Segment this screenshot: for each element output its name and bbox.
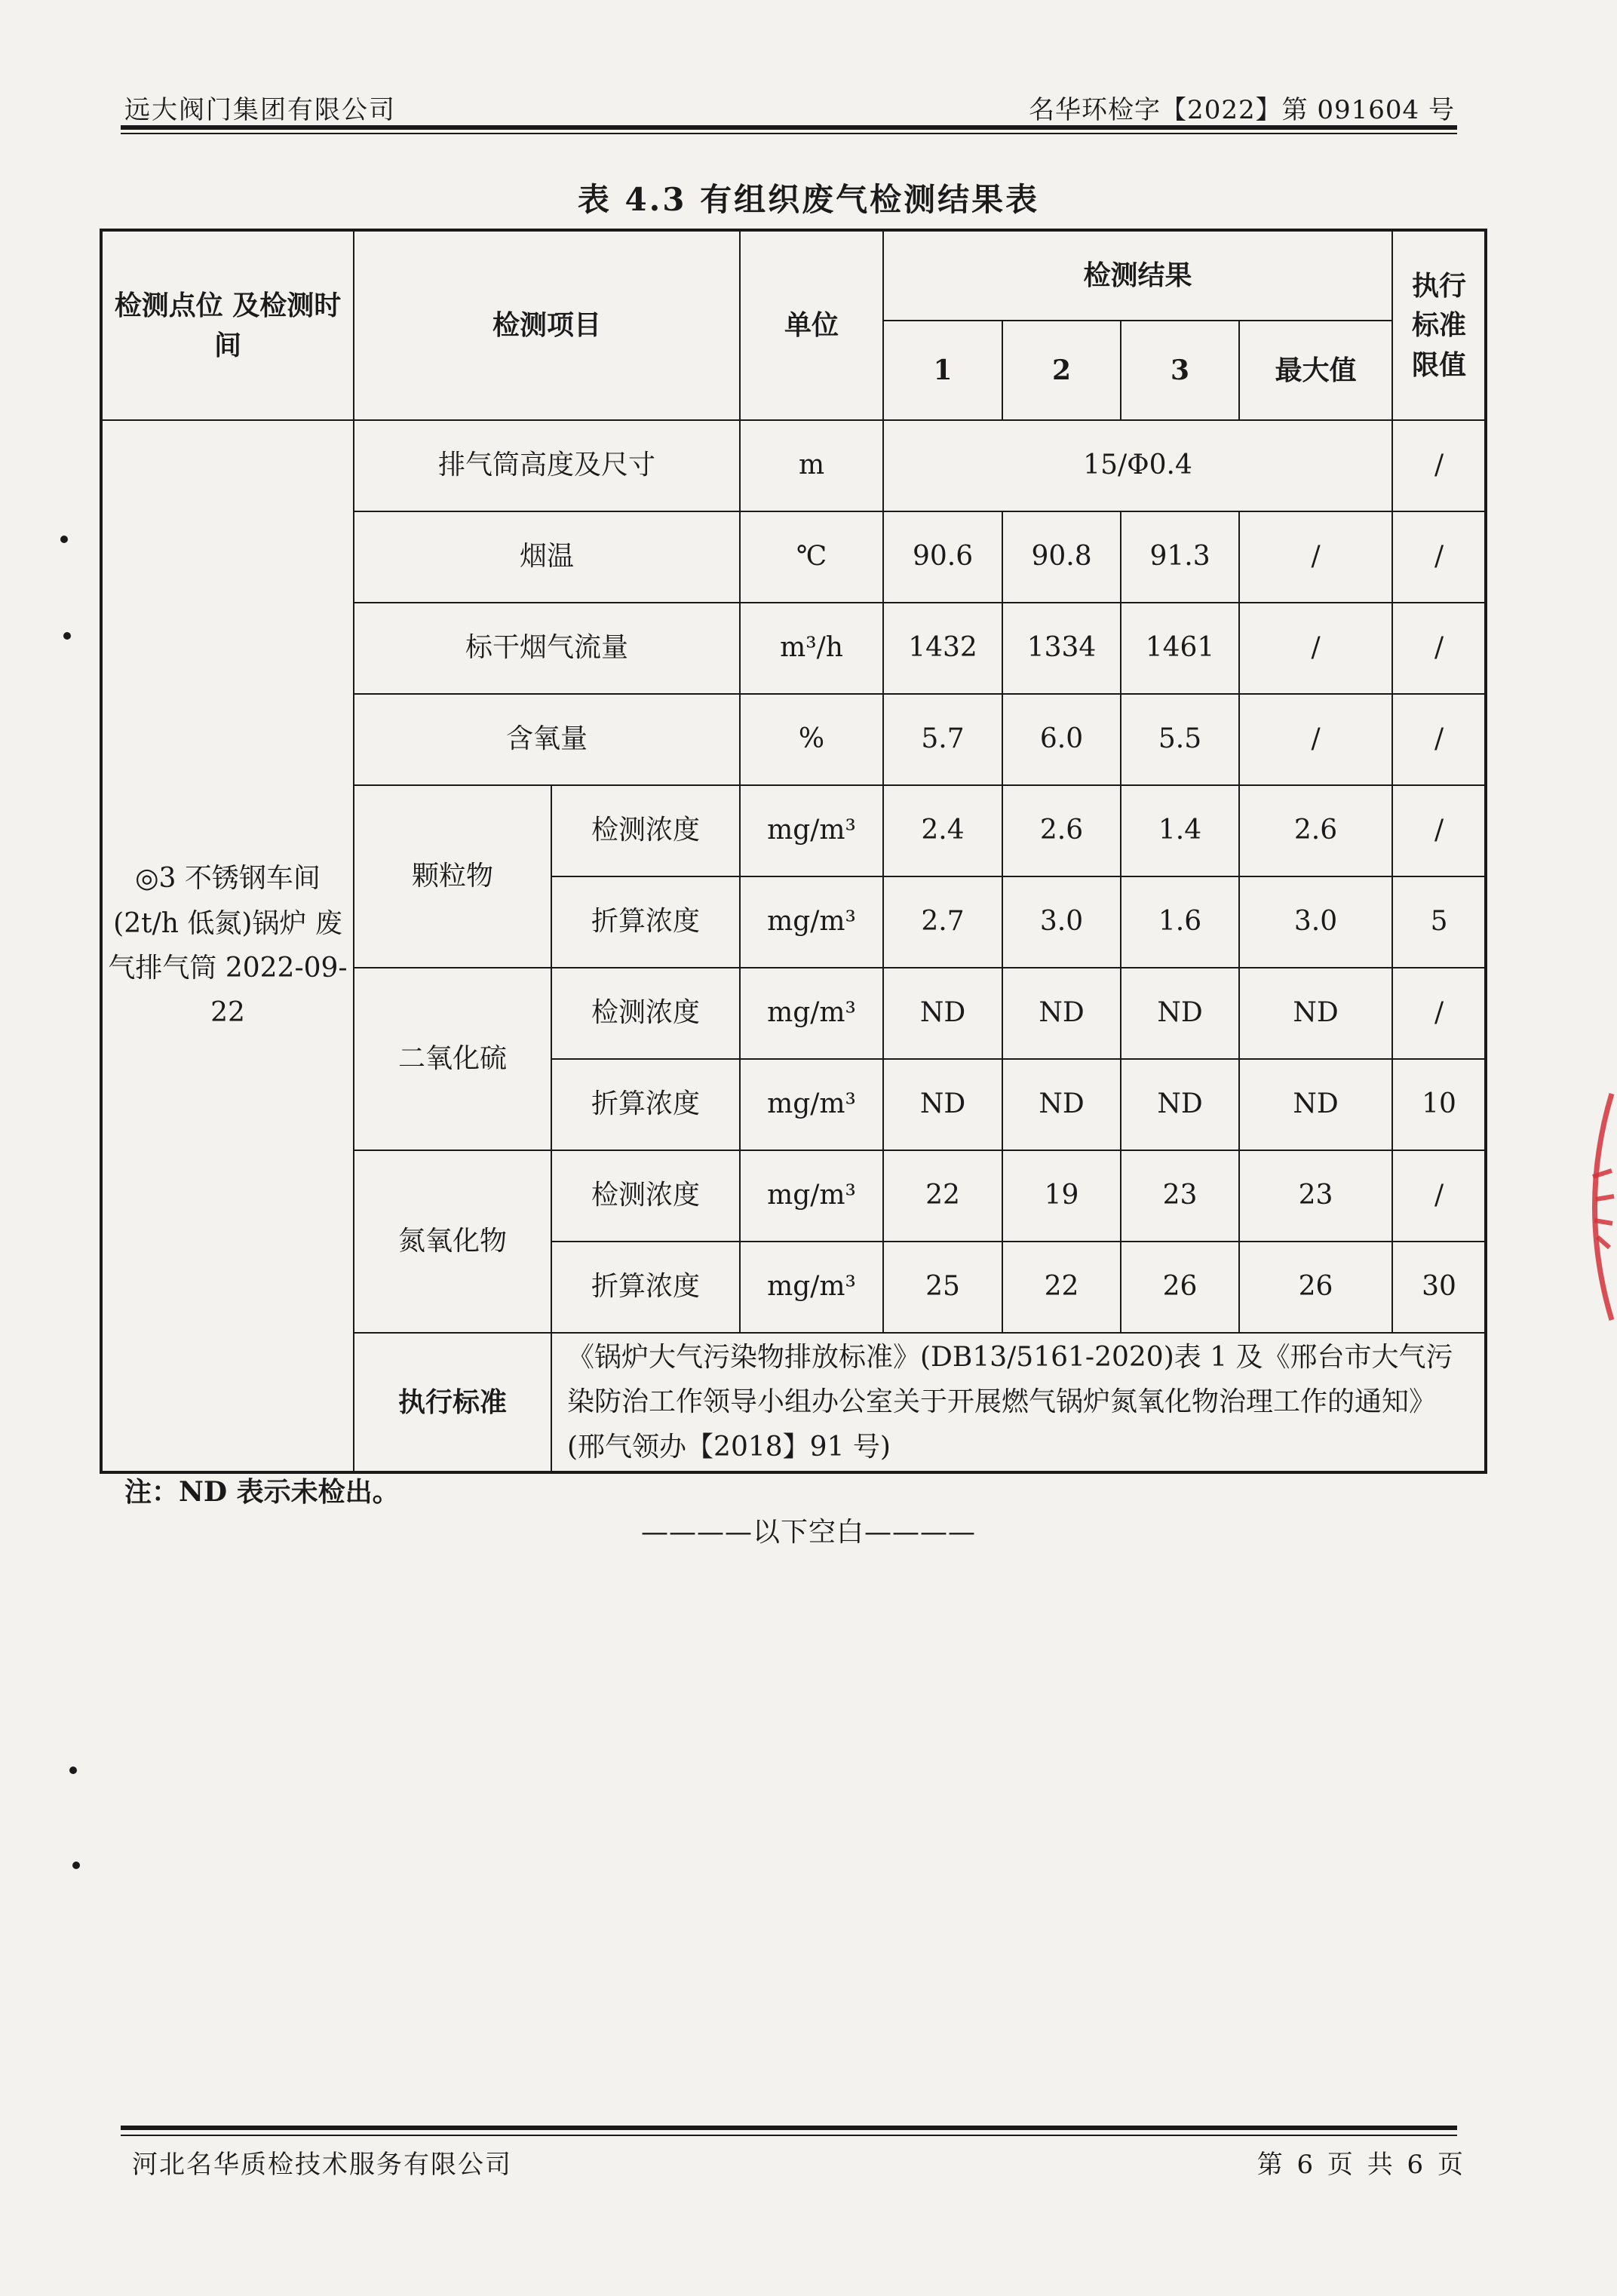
result-1-cell: 22 bbox=[883, 1150, 1002, 1242]
sub-item-converted: 折算浓度 bbox=[551, 876, 740, 968]
sub-item-measured: 检测浓度 bbox=[551, 1150, 740, 1242]
sub-item-converted: 折算浓度 bbox=[551, 1242, 740, 1333]
item-temperature: 烟温 bbox=[354, 511, 740, 603]
page-number: 第 6 页 共 6 页 bbox=[1256, 2150, 1466, 2180]
result-1-cell: ND bbox=[883, 968, 1002, 1059]
unit-cell: mg/m³ bbox=[740, 1059, 883, 1150]
result-3-cell: 26 bbox=[1121, 1242, 1239, 1333]
item-oxygen: 含氧量 bbox=[354, 694, 740, 785]
col-header-result-1: 1 bbox=[883, 321, 1002, 420]
max-cell: 23 bbox=[1239, 1150, 1392, 1242]
col-header-unit: 单位 bbox=[740, 230, 883, 420]
unit-cell: % bbox=[740, 694, 883, 785]
standard-text: 《锅炉大气污染物排放标准》(DB13/5161-2020)表 1 及《邢台市大气污染防治工作领导小组办公室关于开展燃气锅炉氮氧化物治理工作的通知》(邢气领办【2018】91 号) bbox=[551, 1333, 1486, 1472]
result-3-cell: 23 bbox=[1121, 1150, 1239, 1242]
result-2-cell: 22 bbox=[1002, 1242, 1121, 1333]
col-header-site: 检测点位 及检测时间 bbox=[101, 230, 354, 420]
limit-cell: / bbox=[1392, 420, 1486, 511]
footer-company: 河北名华质检技术服务有限公司 bbox=[132, 2150, 512, 2180]
limit-cell: / bbox=[1392, 968, 1486, 1059]
col-header-item: 检测项目 bbox=[354, 230, 740, 420]
table-title: 表 4.3 有组织废气检测结果表 bbox=[577, 181, 1040, 218]
sub-item-converted: 折算浓度 bbox=[551, 1059, 740, 1150]
binder-dot bbox=[72, 1862, 80, 1869]
result-3-cell: 1461 bbox=[1121, 603, 1239, 694]
unit-cell: mg/m³ bbox=[740, 1242, 883, 1333]
limit-cell: 5 bbox=[1392, 876, 1486, 968]
unit-cell: m³/h bbox=[740, 603, 883, 694]
result-1-cell: 25 bbox=[883, 1242, 1002, 1333]
limit-cell: 30 bbox=[1392, 1242, 1486, 1333]
result-1-cell: 2.4 bbox=[883, 785, 1002, 876]
max-cell: / bbox=[1239, 694, 1392, 785]
limit-cell: / bbox=[1392, 694, 1486, 785]
max-cell: ND bbox=[1239, 968, 1392, 1059]
result-1-cell: 90.6 bbox=[883, 511, 1002, 603]
result-3-cell: 91.3 bbox=[1121, 511, 1239, 603]
max-cell: / bbox=[1239, 511, 1392, 603]
header-rule bbox=[121, 125, 1457, 130]
max-cell: 2.6 bbox=[1239, 785, 1392, 876]
result-1-cell: 2.7 bbox=[883, 876, 1002, 968]
unit-cell: mg/m³ bbox=[740, 876, 883, 968]
result-2-cell: ND bbox=[1002, 968, 1121, 1059]
max-cell: / bbox=[1239, 603, 1392, 694]
result-2-cell: 1334 bbox=[1002, 603, 1121, 694]
header-rule-thin bbox=[121, 133, 1457, 134]
result-2-cell: 2.6 bbox=[1002, 785, 1121, 876]
site-cell: ◎3 不锈钢车间 (2t/h 低氮)锅炉 废气排气筒 2022-09-22 bbox=[101, 420, 354, 1472]
note-text: 注：ND 表示未检出。 bbox=[124, 1476, 400, 1508]
result-1-cell: ND bbox=[883, 1059, 1002, 1150]
max-cell: 3.0 bbox=[1239, 876, 1392, 968]
seal-stamp bbox=[1570, 1086, 1617, 1328]
result-3-cell: 1.6 bbox=[1121, 876, 1239, 968]
result-2-cell: 19 bbox=[1002, 1150, 1121, 1242]
unit-cell: ℃ bbox=[740, 511, 883, 603]
col-header-result-2: 2 bbox=[1002, 321, 1121, 420]
binder-dot bbox=[63, 632, 71, 640]
unit-cell: mg/m³ bbox=[740, 785, 883, 876]
header-company: 远大阀门集团有限公司 bbox=[124, 95, 396, 125]
result-1-cell: 5.7 bbox=[883, 694, 1002, 785]
stack-dimension-value: 15/Φ0.4 bbox=[883, 420, 1392, 511]
col-header-results: 检测结果 bbox=[883, 230, 1392, 321]
result-2-cell: 90.8 bbox=[1002, 511, 1121, 603]
max-cell: 26 bbox=[1239, 1242, 1392, 1333]
group-nitrogen-oxides: 氮氧化物 bbox=[354, 1150, 551, 1333]
sub-item-measured: 检测浓度 bbox=[551, 785, 740, 876]
col-header-result-3: 3 bbox=[1121, 321, 1239, 420]
binder-dot bbox=[69, 1767, 77, 1774]
header-report-number: 名华环检字【2022】第 091604 号 bbox=[1029, 95, 1455, 125]
col-header-limit: 执行 标准 限值 bbox=[1392, 230, 1486, 420]
limit-cell: / bbox=[1392, 511, 1486, 603]
result-1-cell: 1432 bbox=[883, 603, 1002, 694]
limit-cell: / bbox=[1392, 603, 1486, 694]
result-2-cell: ND bbox=[1002, 1059, 1121, 1150]
result-3-cell: 5.5 bbox=[1121, 694, 1239, 785]
sub-item-measured: 检测浓度 bbox=[551, 968, 740, 1059]
unit-cell: mg/m³ bbox=[740, 968, 883, 1059]
result-2-cell: 3.0 bbox=[1002, 876, 1121, 968]
col-header-max: 最大值 bbox=[1239, 321, 1392, 420]
result-2-cell: 6.0 bbox=[1002, 694, 1121, 785]
limit-cell: / bbox=[1392, 1150, 1486, 1242]
results-table bbox=[100, 229, 1487, 1474]
end-of-content-mark: ————以下空白———— bbox=[640, 1517, 976, 1548]
group-particulate: 颗粒物 bbox=[354, 785, 551, 968]
result-3-cell: ND bbox=[1121, 1059, 1239, 1150]
item-stack-height: 排气筒高度及尺寸 bbox=[354, 420, 740, 511]
limit-cell: / bbox=[1392, 785, 1486, 876]
footer-rule bbox=[121, 2126, 1457, 2130]
table-row bbox=[101, 420, 1486, 511]
binder-dot bbox=[60, 536, 68, 543]
result-3-cell: ND bbox=[1121, 968, 1239, 1059]
unit-cell: mg/m³ bbox=[740, 1150, 883, 1242]
result-3-cell: 1.4 bbox=[1121, 785, 1239, 876]
unit-cell: m bbox=[740, 420, 883, 511]
max-cell: ND bbox=[1239, 1059, 1392, 1150]
item-flow: 标干烟气流量 bbox=[354, 603, 740, 694]
group-sulfur-dioxide: 二氧化硫 bbox=[354, 968, 551, 1150]
limit-cell: 10 bbox=[1392, 1059, 1486, 1150]
standard-label: 执行标准 bbox=[354, 1333, 551, 1472]
footer-rule-thin bbox=[121, 2135, 1457, 2136]
